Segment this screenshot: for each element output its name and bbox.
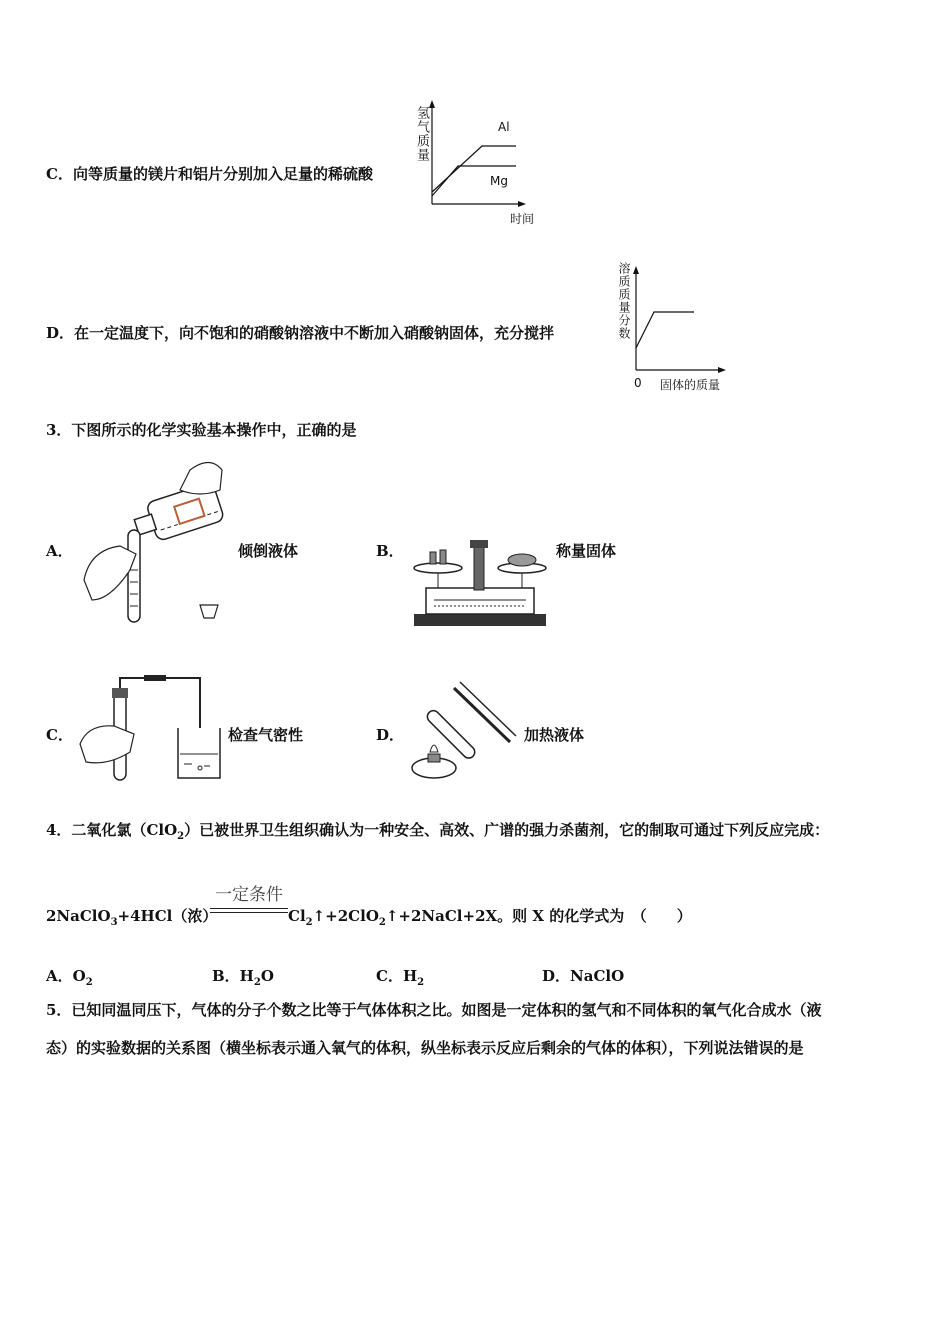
reaction-condition: 一定条件 [210,880,288,913]
d-graph-xlabel: 固体的质量 [660,378,721,392]
mg-label: Mg [490,174,508,188]
heating-liquid-illustration [406,668,526,786]
q3-option-b-caption: 称量固体 [556,542,617,560]
q4-option-b[interactable]: B．$H_2O$ [212,967,274,988]
q3-option-a-letter: A． [46,542,73,560]
q4-option-a[interactable]: A．$O_2$ [46,967,93,988]
equation-right: $Cl_2↑+2ClO_2↑+2NaCl+2X$。则 X 的化学式为 （ ） [288,907,692,928]
q4-stem: 4．二氧化氯（ClO$_2$）已被世界卫生组织确认为一种安全、高效、广谱的强力杀菌剂，它的制取可通过下列反应完成： [46,821,830,842]
q4-option-d[interactable]: D．NaClO [542,967,625,985]
c-graph-xlabel: 时间 [510,212,535,226]
q3-option-b-letter: B． [376,542,404,560]
q3-option-a-caption: 倾倒液体 [238,542,299,560]
al-label: Al [498,120,510,134]
q3-option-c-caption: 检查气密性 [228,726,304,744]
q2-option-d-text: D．在一定温度下，向不饱和的硝酸钠溶液中不断加入硝酸钠固体，充分搅拌 [46,324,555,342]
airtightness-illustration [78,674,228,784]
q4-option-c[interactable]: C．$H_2$ [376,967,425,988]
q2-d-graph [614,262,734,396]
d-graph-origin: 0 [634,376,642,390]
c-graph-axes [410,100,550,228]
c-graph-ylabel: 氢气质量 [414,106,429,162]
d-curve [636,312,694,348]
q3-stem: 3．下图所示的化学实验基本操作中，正确的是 [46,421,357,439]
q3-option-c-letter: C． [46,726,73,744]
q5-line-2: 态）的实验数据的关系图（横坐标表示通入氧气的体积，纵坐标表示反应后剩余的气体的体积），下列说法错误的是 [46,1039,804,1057]
q5-line-1: 5．已知同温同压下，气体的分子个数之比等于气体体积之比。如图是一定体积的氢气和不同体积的氧气化合成水（液 [46,1001,822,1019]
balance-illustration [410,538,550,630]
d-graph-ylabel: 溶质质量分数 [617,262,631,340]
q2-c-graph [410,100,550,228]
equation-left: 2NaClO$_3$+4HCl（浓） [46,907,218,928]
q2-option-c-text: C．向等质量的镁片和铝片分别加入足量的稀硫酸 [46,165,373,183]
q3-option-d-caption: 加热液体 [524,726,585,744]
pouring-liquid-illustration [80,450,240,630]
q3-option-d-letter: D． [376,726,405,744]
